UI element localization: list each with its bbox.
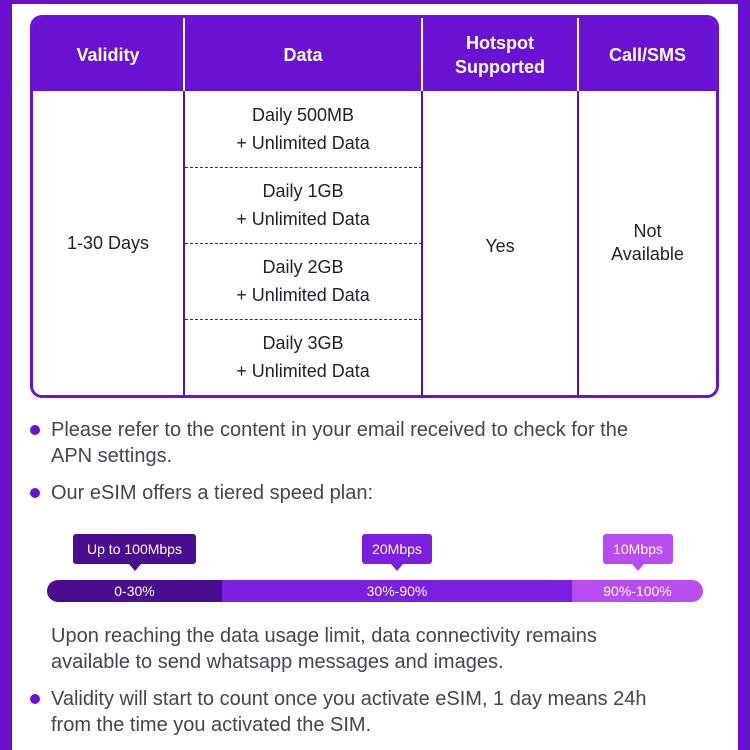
speed-tag-label: 10Mbps	[613, 541, 663, 557]
apn-note-line1: Please refer to the content in your email received to check for the	[51, 419, 628, 441]
plan-table	[30, 15, 719, 398]
header-divider	[183, 18, 185, 91]
data-plan-2gb	[185, 243, 421, 319]
speed-tag-label: Up to 100Mbps	[87, 541, 182, 557]
tag-pointer	[129, 564, 141, 571]
tier-segment-0-30: 0-30%	[47, 580, 222, 602]
tag-pointer	[632, 564, 644, 571]
validity-cell: 1-30 Days	[66, 233, 150, 253]
data-plan-amount: Daily 1GB	[262, 181, 344, 201]
speed-intro: Our eSIM offers a tiered speed plan:	[51, 482, 374, 504]
header-validity: Validity	[76, 44, 140, 65]
data-plan-3gb	[185, 319, 421, 395]
speed-tag-tier1	[73, 534, 196, 564]
tier-segment-30-90: 30%-90%	[222, 580, 572, 602]
data-plan-amount: Daily 500MB	[251, 105, 355, 125]
data-plan-500mb	[185, 91, 421, 167]
data-plan-1gb	[185, 167, 421, 243]
top-border	[0, 0, 750, 4]
apn-note-line2: APN settings.	[51, 445, 173, 467]
speed-tag-tier3	[603, 534, 673, 564]
speed-tag-tier2	[362, 534, 432, 564]
data-plan-extra: + Unlimited Data	[236, 209, 370, 229]
data-plan-amount: Daily 3GB	[262, 333, 344, 353]
header-call-sms: Call/SMS	[608, 44, 687, 65]
hotspot-cell: Yes	[485, 236, 515, 256]
data-plan-extra: + Unlimited Data	[236, 285, 370, 305]
limit-note-line2: available to send whatsapp messages and images.	[51, 651, 504, 673]
validity-note-line1: Validity will start to count once you activate eSIM, 1 day means 24h	[51, 688, 647, 710]
header-divider	[577, 18, 579, 91]
data-plan-extra: + Unlimited Data	[236, 133, 370, 153]
validity-note-line2: from the time you activated the SIM.	[51, 714, 372, 736]
header-divider	[421, 18, 423, 91]
tag-pointer	[391, 564, 403, 571]
header-hotspot: Hotspot Supported	[455, 32, 545, 77]
speed-tag-label: 20Mbps	[372, 541, 422, 557]
limit-note-line1: Upon reaching the data usage limit, data connectivity remains	[51, 625, 597, 647]
speed-tier-bar	[47, 580, 703, 602]
left-border	[0, 0, 12, 750]
data-plan-extra: + Unlimited Data	[236, 361, 370, 381]
bullet-dot	[30, 488, 40, 498]
header-data: Data	[283, 44, 323, 65]
tier-segment-90-100: 90%-100%	[572, 580, 703, 602]
right-border	[738, 0, 750, 750]
bullet-dot	[30, 694, 40, 704]
call-sms-cell: Not Available	[611, 221, 684, 264]
data-plan-amount: Daily 2GB	[262, 257, 344, 277]
bullet-dot	[30, 425, 40, 435]
